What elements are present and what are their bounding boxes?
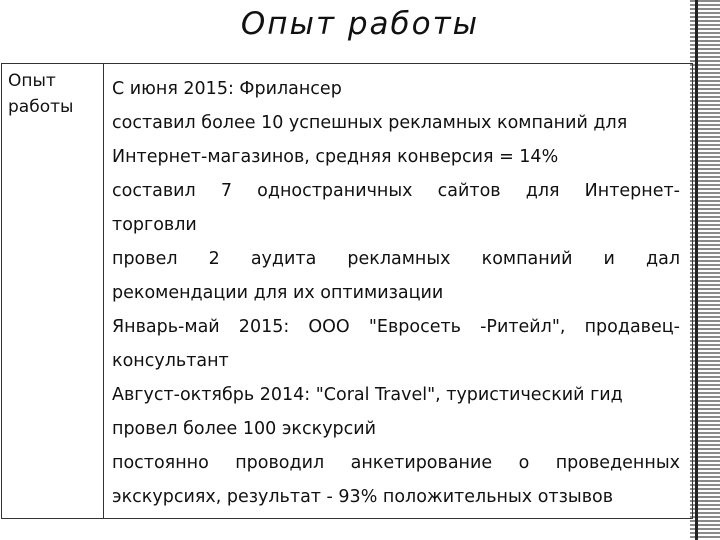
experience-line: провел 2 аудита рекламных компаний и дал [112,249,680,269]
experience-line: Интернет-магазинов, средняя конверсия = 14% [112,147,559,167]
experience-line: провел более 100 экскурсий [112,419,377,439]
slide-title: Опыт работы [240,6,480,42]
experience-line: постоянно проводил анкетирование о проведенных [112,453,680,473]
experience-line: Август-октябрь 2014: "Coral Travel", туристический гид [112,385,623,405]
experience-table [1,63,693,519]
experience-line: Январь-май 2015: ООО "Евросеть -Ритейл", продавец- [112,317,680,337]
page-edge-line [695,0,698,540]
row-label-line-1: Опыт [8,71,56,91]
experience-line: составил более 10 успешных рекламных компаний для [112,113,628,133]
row-label-line-2: работы [8,97,74,117]
table-row [2,64,693,519]
row-label [2,64,103,120]
label-cell [2,64,104,519]
experience-line: С июня 2015: Фрилансер [112,79,342,99]
experience-line: рекомендации для их оптимизации [112,283,444,303]
experience-line: составил 7 одностраничных сайтов для Интернет- [112,181,680,201]
experience-line: торговли [112,215,197,235]
experience-line: консультант [112,351,229,371]
experience-line: экскурсиях, результат - 93% положительных отзывов [112,487,614,507]
content-cell [104,64,693,519]
experience-lines [104,64,692,514]
